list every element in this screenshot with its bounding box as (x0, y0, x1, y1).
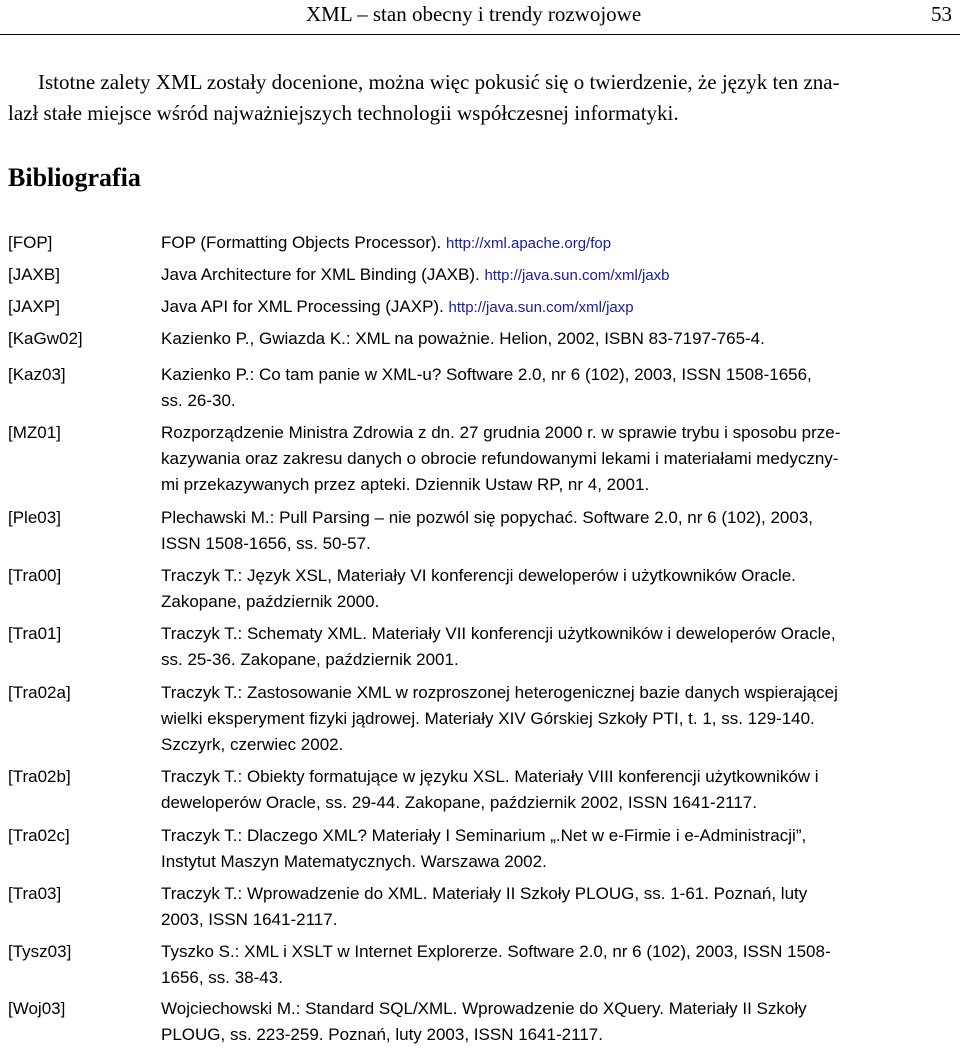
bibliography-line (161, 589, 951, 615)
bibliography-url-link[interactable]: http://java.sun.com/xml/jaxb (484, 267, 670, 284)
bibliography-line (161, 881, 951, 907)
bibliography-text (161, 764, 951, 816)
bibliography-line-text: Traczyk T.: Zastosowanie XML w rozproszonej heterogenicznej bazie danych wspierającej (161, 683, 838, 702)
bibliography-line-text: Java API for XML Processing (JAXP). (161, 297, 449, 316)
bibliography-line (161, 446, 951, 472)
bibliography-line-text: Java Architecture for XML Binding (JAXB). (161, 265, 485, 284)
bibliography-line (161, 907, 951, 933)
bibliography-line-text: Szczyrk, czerwiec 2002. (161, 735, 344, 754)
bibliography-key: [FOP] (8, 233, 53, 252)
bibliography-line-text: PLOUG, ss. 223-259. Poznań, luty 2003, ISSN 1641-2117. (161, 1025, 603, 1044)
bibliography-line-text: Traczyk T.: Dlaczego XML? Materiały I Seminarium „.Net w e-Firmie i e-Administracji”, (161, 826, 807, 845)
bibliography-line (161, 230, 951, 257)
bibliography-text (161, 505, 951, 557)
bibliography-line (161, 388, 951, 414)
bibliography-text (161, 420, 951, 498)
bibliography-text (161, 823, 951, 875)
bibliography-line-text: Traczyk T.: Schematy XML. Materiały VII konferencji użytkowników i deweloperów Oracle, (161, 624, 836, 643)
bibliography-text (161, 680, 951, 758)
bibliography-text (161, 230, 951, 257)
bibliography-text (161, 563, 951, 615)
bibliography-key: [Tra01] (8, 624, 62, 643)
bibliography-text (161, 362, 951, 414)
bibliography-line (161, 294, 951, 321)
bibliography-line (161, 420, 951, 446)
bibliography-line-text: Kazienko P.: Co tam panie w XML-u? Software 2.0, nr 6 (102), 2003, ISSN 1508-1656, (161, 365, 812, 384)
page-header (0, 0, 960, 35)
bibliography-key: [Kaz03] (8, 365, 66, 384)
bibliography-line (161, 1022, 951, 1048)
bibliography-line-text: Rozporządzenie Ministra Zdrowia z dn. 27 grudnia 2000 r. w sprawie trybu i sposobu prze- (161, 423, 841, 442)
bibliography-line-text: Traczyk T.: Wprowadzenie do XML. Materiały II Szkoły PLOUG, ss. 1-61. Poznań, luty (161, 884, 808, 903)
bibliography-key: [Tra02c] (8, 826, 70, 845)
bibliography-line-text: Zakopane, październik 2000. (161, 592, 380, 611)
bibliography-line-text: kazywania oraz zakresu danych o obrocie refundowanymi lekami i materiałami medyczny- (161, 449, 839, 468)
section-title: Bibliografia (8, 163, 141, 192)
bibliography-text (161, 939, 951, 991)
intro-paragraph (8, 67, 952, 129)
bibliography-key: [KaGw02] (8, 329, 83, 348)
bibliography-key: [Tra00] (8, 566, 62, 585)
bibliography-text (161, 621, 951, 673)
bibliography-line-text: ISSN 1508-1656, ss. 50-57. (161, 534, 371, 553)
intro-line: Istotne zalety XML zostały docenione, można więc pokusić się o twierdzenie, że język ten zna- (38, 70, 840, 94)
page-number: 53 (931, 2, 952, 26)
bibliography-line-text: Traczyk T.: Język XSL, Materiały VI konferencji deweloperów i użytkowników Oracle. (161, 566, 796, 585)
bibliography-key: [Tra02a] (8, 683, 71, 702)
bibliography-text (161, 262, 951, 289)
bibliography-key: [JAXP] (8, 297, 60, 316)
bibliography-line (161, 790, 951, 816)
bibliography-key: [Woj03] (8, 999, 66, 1018)
bibliography-line-text: ss. 25-36. Zakopane, październik 2001. (161, 650, 459, 669)
bibliography-line (161, 326, 951, 352)
bibliography-line (161, 764, 951, 790)
bibliography-url-link[interactable]: http://xml.apache.org/fop (445, 235, 612, 252)
bibliography-line-text: wielki eksperyment fizyki jądrowej. Materiały XIV Górskiej Szkoły PTI, t. 1, ss. 129-140. (161, 709, 815, 728)
running-title: XML – stan obecny i trendy rozwojowe (306, 2, 642, 26)
bibliography-text (161, 881, 951, 933)
bibliography-line-text: Tyszko S.: XML i XSLT w Internet Explorerze. Software 2.0, nr 6 (102), 2003, ISSN 1508- (161, 942, 831, 961)
bibliography-key: [Tysz03] (8, 942, 72, 961)
bibliography-key: [JAXB] (8, 265, 60, 284)
bibliography-line (161, 563, 951, 589)
bibliography-line-text: ss. 26-30. (161, 391, 236, 410)
bibliography-line-text: FOP (Formatting Objects Processor). (161, 233, 446, 252)
bibliography-line-text: Plechawski M.: Pull Parsing – nie pozwól się popychać. Software 2.0, nr 6 (102), 2003, (161, 508, 814, 527)
bibliography-line (161, 996, 951, 1022)
bibliography-key: [Ple03] (8, 508, 61, 527)
bibliography-key: [MZ01] (8, 423, 61, 442)
bibliography-line (161, 732, 951, 758)
bibliography-text (161, 294, 951, 321)
bibliography-line (161, 531, 951, 557)
bibliography-line (161, 706, 951, 732)
bibliography-line-text: 1656, ss. 38-43. (161, 968, 283, 987)
bibliography-text (161, 996, 951, 1048)
bibliography-line (161, 849, 951, 875)
bibliography-line (161, 472, 951, 498)
bibliography-line (161, 939, 951, 965)
bibliography-text (161, 326, 951, 352)
bibliography-url-link[interactable]: http://java.sun.com/xml/jaxp (448, 299, 634, 316)
bibliography-line-text: Traczyk T.: Obiekty formatujące w języku XSL. Materiały VIII konferencji użytkowników i (161, 767, 819, 786)
bibliography-line-text: 2003, ISSN 1641-2117. (161, 910, 338, 929)
bibliography-line-text: Kazienko P., Gwiazda K.: XML na poważnie. Helion, 2002, ISBN 83-7197-765-4. (161, 329, 765, 348)
bibliography-line (161, 505, 951, 531)
bibliography-line-text: deweloperów Oracle, ss. 29-44. Zakopane, październik 2002, ISSN 1641-2117. (161, 793, 757, 812)
bibliography-line (161, 362, 951, 388)
bibliography-key: [Tra02b] (8, 767, 71, 786)
bibliography-line-text: mi przekazywanych przez apteki. Dziennik Ustaw RP, nr 4, 2001. (161, 475, 650, 494)
bibliography-key: [Tra03] (8, 884, 62, 903)
bibliography-line (161, 965, 951, 991)
bibliography-line-text: Instytut Maszyn Matematycznych. Warszawa 2002. (161, 852, 547, 871)
bibliography-line (161, 647, 951, 673)
bibliography-line-text: Wojciechowski M.: Standard SQL/XML. Wprowadzenie do XQuery. Materiały II Szkoły (161, 999, 807, 1018)
bibliography-line (161, 680, 951, 706)
intro-line: lazł stałe miejsce wśród najważniejszych technologii współczesnej informatyki. (8, 101, 679, 125)
bibliography-line (161, 262, 951, 289)
bibliography-line (161, 823, 951, 849)
bibliography-line (161, 621, 951, 647)
